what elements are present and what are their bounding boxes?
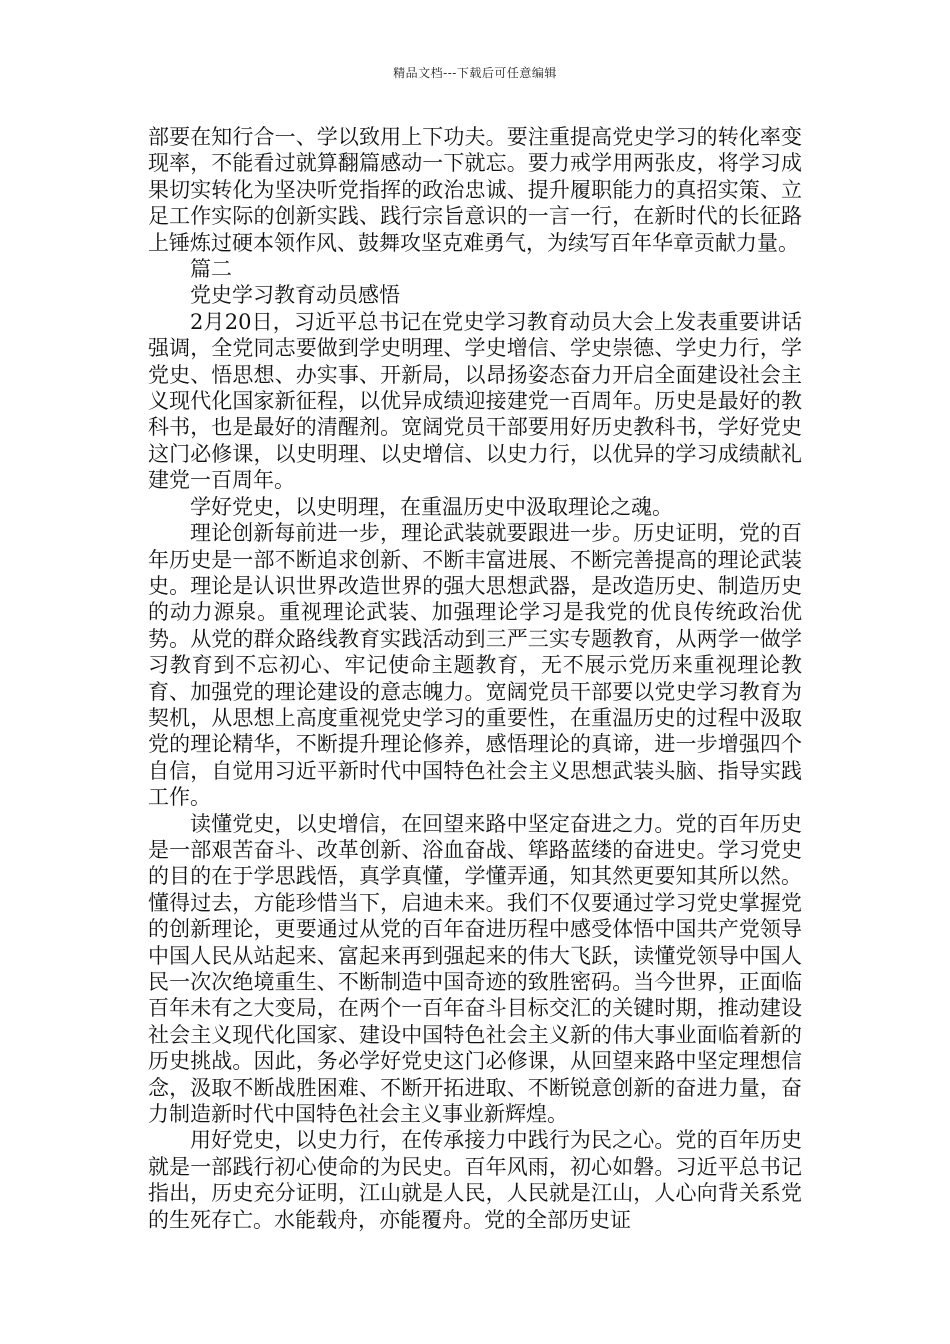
section-title: 党史学习教育动员感悟 <box>190 283 400 308</box>
section-label: 篇二 <box>190 257 232 282</box>
paragraph-continuation: 部要在知行合一、学以致用上下功夫。要注重提高党史学习的转化率变现率，不能看过就算翻篇感动一下就忘。要力戒学用两张皮，将学习成果切实转化为坚决听党指挥的政治忠诚、提升履职能力的真招实策、立足工作实际的创新实践、践行宗旨意识的一言一行，在新时代的长征路上锤炼过硬本领作风、鼓舞攻坚克难勇气，为续写百年华章贡献力量。 <box>148 125 802 255</box>
paragraph-intro: 2月20日，习近平总书记在党史学习教育动员大会上发表重要讲话强调，全党同志要做到学史明理、学史增信、学史崇德、学史力行，学党史、悟思想、办实事、开新局，以昂扬姿态奋力开启全面建设社会主义现代化国家新征程，以优异成绩迎接建党一百周年。历史是最好的教科书，也是最好的清醒剂。宽阔党员干部要用好历史教科书，学好党史这门必修课，以史明理、以史增信、以史力行，以优异的学习成绩献礼建党一百周年。 <box>148 309 802 493</box>
paragraph-practice: 用好党史，以史力行，在传承接力中践行为民之心。党的百年历史就是一部践行初心使命的为民史。百年风雨，初心如磐。习近平总书记指出，历史充分证明，江山就是人民，人民就是江山，人心向背关系党的生死存亡。水能载舟，亦能覆舟。党的全部历史证 <box>148 1128 802 1232</box>
document-body <box>148 124 802 1233</box>
paragraph-understand: 读懂党史，以史增信，在回望来路中坚定奋进之力。党的百年历史是一部艰苦奋斗、改革创新、浴血奋战、筚路蓝缕的奋进史。学习党史的目的在于学思践悟，真学真懂，学懂弄通，知其然更要知其所以然。懂得过去，方能珍惜当下，启迪未来。我们不仅要通过学习党史掌握党的创新理论，更要通过从党的百年奋进历程中感受体悟中国共产党领导中国人民从站起来、富起来再到强起来的伟大飞跃，读懂党领导中国人民一次次绝境重生、不断制造中国奇迹的致胜密码。当今世界，正面临百年未有之大变局，在两个一百年奋斗目标交汇的关键时期，推动建设社会主义现代化国家、建设中国特色社会主义新的伟大事业面临着新的历史挑战。因此，务必学好党史这门必修课，从回望来路中坚定理想信念，汲取不断战胜困难、不断开拓进取、不断锐意创新的奋进力量，奋力制造新时代中国特色社会主义事业新辉煌。 <box>148 811 802 1127</box>
paragraph-theory: 理论创新每前进一步，理论武装就要跟进一步。历史证明，党的百年历史是一部不断追求创新、不断丰富进展、不断完善提高的理论武装史。理论是认识世界改造世界的强大思想武器，是改造历史、制造历史的动力源泉。重视理论武装、加强理论学习是我党的优良传统政治优势。从党的群众路线教育实践活动到三严三实专题教育，从两学一做学习教育到不忘初心、牢记使命主题教育，无不展示党历来重视理论教育、加强党的理论建设的意志魄力。宽阔党员干部要以党史学习教育为契机，从思想上高度重视党史学习的重要性，在重温历史的过程中汲取党的理论精华，不断提升理论修养，感悟理论的真谛，进一步增强四个自信，自觉用习近平新时代中国特色社会主义思想武装头脑、指导实践工作。 <box>148 521 802 810</box>
paragraph-subheading: 学好党史，以史明理，在重温历史中汲取理论之魂。 <box>190 494 673 519</box>
page-header: 精品文档---下载后可任意编辑 <box>393 66 557 80</box>
